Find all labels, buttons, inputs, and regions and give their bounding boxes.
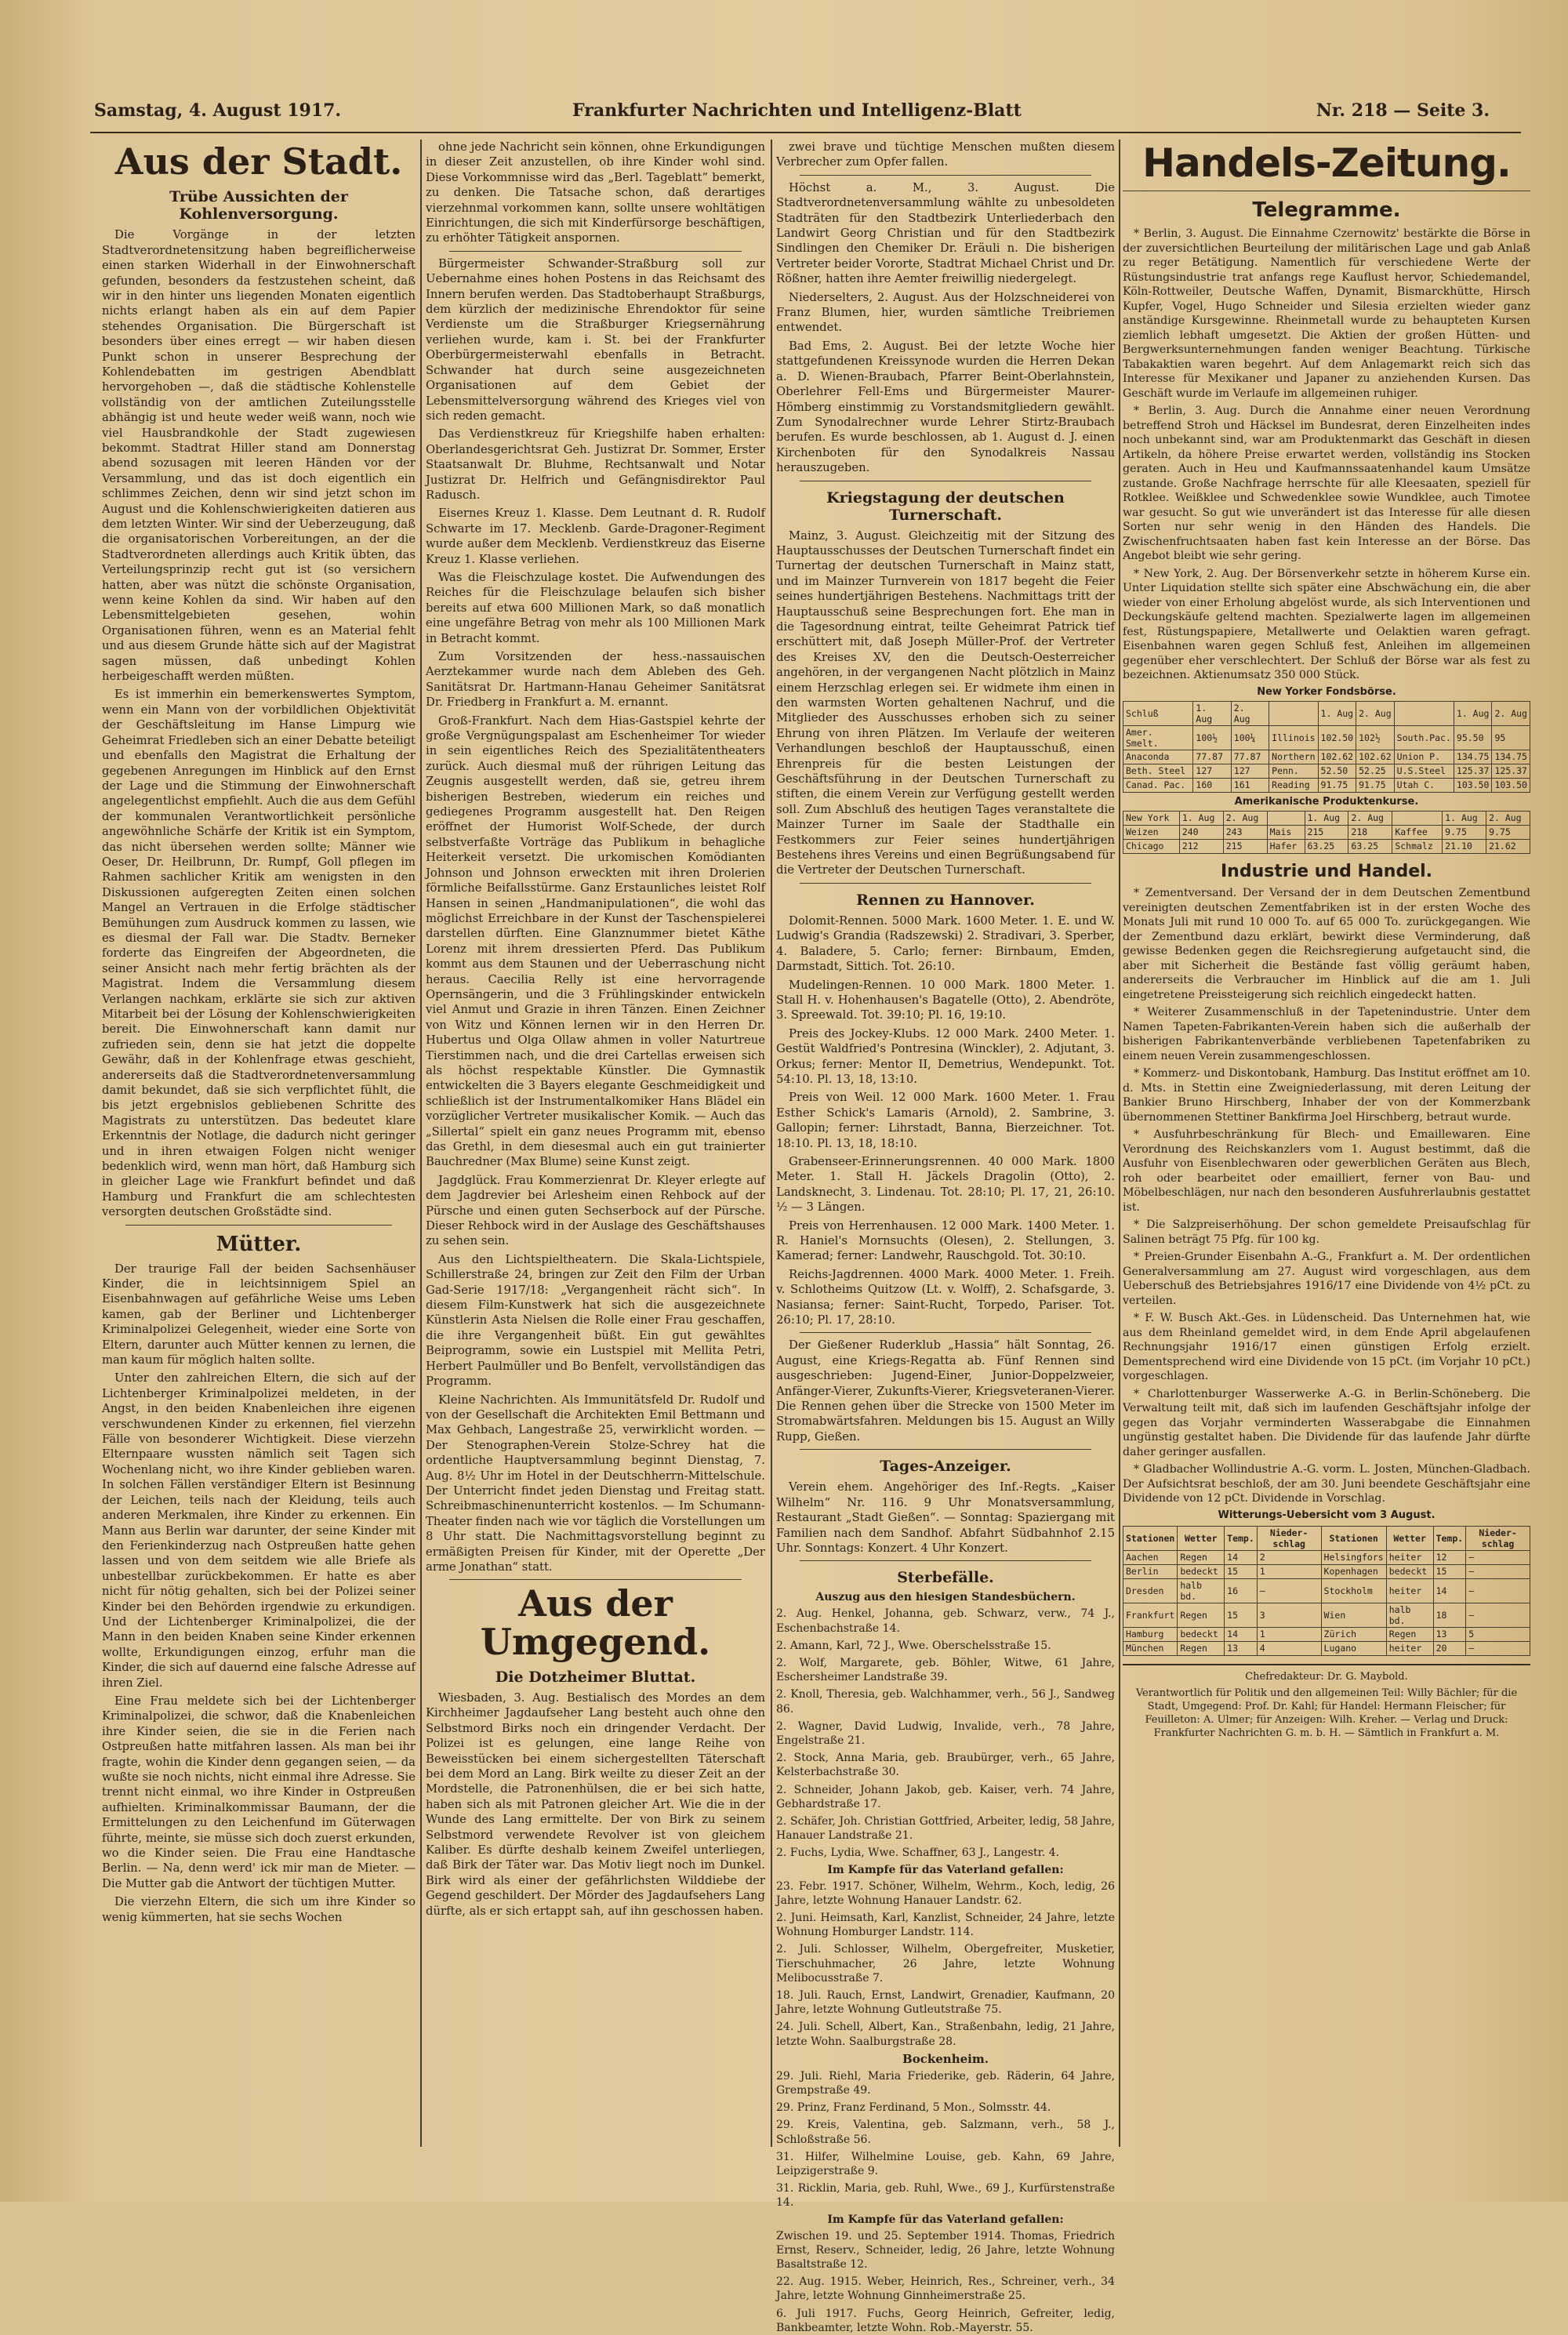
produce-table — [1123, 811, 1530, 854]
table-cell: 9.75 — [1486, 825, 1530, 839]
table-row — [1123, 1627, 1530, 1641]
paragraph: Niederselters, 2. August. Aus der Holzschneiderei von Franz Blumen, hier, wurden sämtliche Treibriemen entwendet. — [776, 290, 1115, 335]
article-headline: Kriegstagung der deutschen Turnerschaft. — [826, 488, 1065, 524]
paragraph: 18. Juli. Rauch, Ernst, Landwirt, Grenadier, Kaufmann, 20 Jahre, letzte Wohnung Gutleutstraße 75. — [776, 1988, 1115, 2017]
paragraph: Reichs-Jagdrennen. 4000 Mark. 4000 Meter. 1. Freih. v. Schlotheims Quitzow (Lt. v. Wolff), 2. Schafsgarde, 3. Nasiansa; ferner: Saint-Rucht, Torpedo, Pariser. Tot. 26:10; Pl. 17, 28:10. — [776, 1267, 1115, 1327]
table-header-cell: Wetter — [1178, 1526, 1225, 1550]
paragraph: Preis des Jockey-Klubs. 12 000 Mark. 2400 Meter. 1. Gestüt Waldfried's Pontresina (Winckler), 2. Adjutant, 3. Orkus; ferner: Mentor II, Demetrius, Wendepunkt. Tot. 54:10. Pl. 13, 18, 13:10. — [776, 1026, 1115, 1086]
divider — [125, 1225, 392, 1226]
table-cell: 77.87 — [1193, 750, 1231, 764]
table-cell: halb bd. — [1178, 1578, 1225, 1603]
column-3 — [776, 140, 1115, 2334]
race-results — [776, 913, 1115, 1328]
table-cell: 15 — [1225, 1564, 1258, 1578]
column-rule — [420, 140, 422, 2147]
paragraph: Kleine Nachrichten. Als Immunitätsfeld Dr. Rudolf und von der Gesellschaft die Architekten Emil Bettmann und Max Gehbach, Langestraße 25, verwirklicht worden. — Der Stenographen-Verein Stolze-Schrey hat die ordentliche Hauptversammlung beginnt Dienstag, 7. Aug. 8½ Uhr im Hotel in der Deutschherrn-Mittelschule. Der Unterricht findet jeden Dienstag und Freitag statt. Schreibmaschinenunterricht kostenlos. — Im Schumann-Theater finden nach wie vor täglich die Vorstellungen um 8 Uhr statt. Die Nachmittagsvorstellung beginnt zu ermäßigten Preisen für Kinder, mit der Operette „Der arme Jonathan“ statt. — [426, 1393, 765, 1574]
paragraph: 2. Fuchs, Lydia, Wwe. Schaffner, 63 J., Langestr. 4. — [776, 1847, 1060, 1860]
header-rule — [90, 132, 1521, 133]
table-cell — [1267, 811, 1305, 825]
article-headline: Sterbefälle. — [897, 1569, 994, 1587]
table-cell: 1. Aug — [1179, 811, 1223, 825]
table-cell: 12 — [1433, 1550, 1466, 1564]
table-cell: — — [1257, 1578, 1321, 1603]
table-cell: 1. Aug — [1443, 811, 1486, 825]
table-row — [1123, 825, 1530, 839]
table-cell: 1 — [1257, 1564, 1321, 1578]
paragraph: * Weiterer Zusammenschluß in der Tapetenindustrie. Unter dem Namen Tapeten-Fabrikanten-Verein haben sich die außerhalb der bisherigen Fabrikantenverbände verbliebenen Tapetenfabriken zu einem neuen Verein zusammengeschlossen. — [1123, 1006, 1530, 1062]
paragraph: Es ist immerhin ein bemerkenswertes Symptom, wenn ein Mann von der vorbildlichen Objektivität der Geschäftsleitung im Hanse Limpurg wie Geheimrat Friedleben sich an einer Debatte beteiligt und ebenfalls den Magistrat die Erhaltung der gegebenen Anregungen im Hinblick auf den Ernst der Lage und die Stimmung der Einwohnerschaft angelegentlichst empfiehlt. Auch die aus dem Gefühl der kommunalen Verantwortlichkeit persönliche angewöhnliche Schärfe der Kritik ist ein Symptom, das nicht übersehen werden sollte; Männer wie Oeser, Dr. Heilbrunn, Dr. Rumpf, Goll pflegen im Rahmen sachlicher Kritik am wenigsten in den Diskussionen aufgeregten Zeiten einen solchen Mangel an Vertrauen in die Erfolge städtischer Bemühungen zum Ausdruck kommen zu lassen, wie es diesmal der Fall war. Die Stadtv. Berneker forderte das Eingreifen der Abgeordneten, die seiner Ansicht nach mehr fertig brächten als der Magistrat. Indem die Versammlung diesem Verlangen nachkam, erklärte sie sich zur aktiven Mitarbeit bei der Lösung der Kohlenschwierigkeiten bereit. Die Einwohnerschaft kann damit nur zufrieden sein, denn sie hat jetzt die doppelte Gewähr, daß in der Kohlenfrage etwas geschieht, andererseits daß die Stadtverordnetenversammlung damit bekundet, daß sie sich verpflichtet fühlt, die bis jetzt ergebnislos gebliebenen Schritte des Magistrats zu unterstützen. Das bedeutet klare Erkenntnis der Notlage, die dadurch nicht geringer und in ihren etwaigen Folgen nicht weniger bedenklich wird, wenn man hört, daß Hamburg sich in gleicher Lage wie Frankfurt befindet und daß Hamburg und Frankfurt die am schlechtesten versorgten deutschen Großstädte sind. — [102, 688, 416, 1219]
section-heading-umgegend: Aus der Umgegend. — [480, 1582, 711, 1663]
table-cell: 2. Aug — [1356, 701, 1395, 725]
paragraph: 2. Juni. Heimsath, Karl, Kanzlist, Schneider, 24 Jahre, letzte Wohnung Homburger Landstr. 114. — [776, 1911, 1115, 1939]
table-cell: 77.87 — [1231, 750, 1269, 764]
table-cell: Mais — [1267, 825, 1305, 839]
table-cell: Schmalz — [1392, 839, 1443, 853]
table-cell: 1. Aug — [1318, 701, 1356, 725]
table-cell: 125.37 — [1454, 764, 1492, 778]
paragraph: * Berlin, 3. August. Die Einnahme Czernowitz' bestärkte die Börse in der zuversichtlichen Beurteilung der militärischen Lage und gab Anlaß zu reger Betätigung. Namentlich für verschiedene Werte der Rüstungsindustrie trat anfangs rege Kauflust hervor, Schiedemandel, Köln-Rottweiler, Deutsche Waffen, Dynamit, Bismarckhütte, Hirsch Kupfer, Vogel, Hugo Schneider und Silesia erzielten wieder ganz anständige Kursgewinne. Rheinmetall wurde zu behaupteten Kursen ziemlich lebhaft umgesetzt. Die Aktien der großen Hütten- und Bergwerksunternehmungen fanden weniger Beachtung. Türkische Tabakaktien waren begehrt. Auf dem Anlagemarkt reich sich das Interesse für Mexikaner und Japaner zu anziehenden Kursen. Das Geschäft wurde im Verlaufe im allgemeinen ruhiger. — [1123, 227, 1530, 400]
table-cell: bedeckt — [1386, 1564, 1433, 1578]
table-header-cell: Temp. — [1433, 1526, 1466, 1550]
table-cell: 1. Aug — [1193, 701, 1231, 725]
table-cell: 5 — [1466, 1627, 1530, 1641]
table-cell: Regen — [1178, 1603, 1225, 1627]
column-2 — [426, 140, 765, 2147]
table-cell: 20 — [1433, 1641, 1466, 1655]
sub-headline: Bockenheim. — [902, 2051, 989, 2066]
table-cell: Anaconda — [1123, 750, 1193, 764]
table-header-cell: Temp. — [1225, 1526, 1258, 1550]
table-title: Amerikanische Produktenkurse. — [1234, 795, 1419, 808]
paragraph: 29. Juli. Riehl, Maria Friederike, geb. Räderin, 64 Jahre, Grempstraße 49. — [776, 2069, 1115, 2097]
table-cell: 2. Aug — [1486, 811, 1530, 825]
table-cell: 240 — [1179, 825, 1223, 839]
table-cell: Schluß — [1123, 701, 1193, 725]
table-header-cell: Stationen — [1321, 1526, 1386, 1550]
table-cell: 4 — [1257, 1641, 1321, 1655]
table-cell: 215 — [1223, 839, 1267, 853]
paragraph: Grabenseer-Erinnerungsrennen. 40 000 Mark. 1800 Meter. 1. Stall H. Jäckels Dragolin (Otto), 2. Landsknecht, 3. Lindenau. Tot. 28:10; Pl. 17, 21, 26:10. ½ — 3 Längen. — [776, 1154, 1115, 1215]
paragraph: Höchst a. M., 3. August. Die Stadtverordnetenversammlung wählte zu unbesoldeten Stadträten für den Stadtbezirk Unterliederbach den Landwirt Georg Christian und für den Stadtbezirk Sindlingen den Chemiker Dr. Eräuli n. Die bisherigen Vertreter beider Vororte, Stadtrat Michael Christ und Dr. Rößner, hatten ihre Aemter freiwillig niedergelegt. — [776, 180, 1115, 286]
imprint — [1123, 1664, 1530, 1740]
table-row — [1123, 1603, 1530, 1627]
paragraph: Das Verdienstkreuz für Kriegshilfe haben erhalten: Oberlandesgerichtsrat Geh. Justizrat Dr. Sommer, Erster Staatsanwalt Dr. Bluhme, Rechtsanwalt und Notar Justizrat Dr. Helfrich und Gefängnisdirektor Paul Radusch. — [426, 427, 765, 502]
table-cell: — — [1466, 1641, 1530, 1655]
paragraph: Der Gießener Ruderklub „Hassia“ hält Sonntag, 26. August, eine Kriegs-Regatta ab. Fünf Rennen sind ausgeschrieben: Jugend-Einer, Junior-Doppelzweier, Anfänger-Vierer, Zukunfts-Vierer, Kriegsveteranen-Vierer. Die Rennen gehen über die Strecke von 1500 Meter im Stromabwärtsfahren. Meldungen bis 15. August an Willy Rupp, Gießen. — [776, 1338, 1115, 1443]
table-cell: 160 — [1193, 778, 1231, 792]
table-cell: 134.75 — [1492, 750, 1530, 764]
article-body — [102, 1262, 416, 1925]
table-cell: 102.50 — [1318, 725, 1356, 750]
paragraph: 23. Febr. 1917. Schöner, Wilhelm, Wehrm., Koch, ledig, 26 Jahre, letzte Wohnung Hanauer Landstr. 62. — [776, 1879, 1115, 1907]
divider — [800, 1560, 1091, 1561]
stock-table — [1123, 701, 1530, 793]
table-cell: 134.75 — [1454, 750, 1492, 764]
table-cell: 13 — [1433, 1627, 1466, 1641]
paragraph: 2. Aug. Henkel, Johanna, geb. Schwarz, verw., 74 J., Eschenbachstraße 14. — [776, 1607, 1115, 1635]
article-headline: Trübe Aussichten der Kohlenversorgung. — [169, 188, 348, 223]
divider — [449, 1579, 742, 1580]
table-cell: Dresden — [1123, 1578, 1178, 1603]
table-cell: 3 — [1257, 1603, 1321, 1627]
page-header — [94, 100, 1537, 132]
article-body — [1123, 886, 1530, 1506]
table-cell: 100½ — [1193, 725, 1231, 750]
death-list — [776, 1607, 1115, 1860]
table-cell: Kaffee — [1392, 825, 1443, 839]
paragraph: 29. Prinz, Franz Ferdinand, 5 Mon., Solmsstr. 44. — [776, 2101, 1051, 2115]
paragraph: * Charlottenburger Wasserwerke A.-G. in Berlin-Schöneberg. Die Verwaltung teilt mit, daß sich im laufenden Geschäftsjahr infolge der gegen das Vorjahr verminderten Wasserabgabe die Einnahmen ungünstig gestaltet haben. Die Dividende für das laufende Jahr dürfte daher geringer ausfallen. — [1123, 1387, 1530, 1458]
paragraph: zwei brave und tüchtige Menschen mußten diesem Verbrecher zum Opfer fallen. — [776, 140, 1115, 169]
header-page-number: Nr. 218 — Seite 3. — [1316, 100, 1490, 121]
article-body — [776, 140, 1115, 170]
table-cell: 215 — [1305, 825, 1348, 839]
table-row — [1123, 725, 1530, 750]
article-body — [776, 1480, 1115, 1556]
weather-table — [1123, 1526, 1530, 1656]
article-body — [776, 180, 1115, 476]
table-cell: Reading — [1269, 778, 1318, 792]
table-cell: heiter — [1386, 1550, 1433, 1564]
article-headline: Mütter. — [216, 1232, 302, 1256]
table-row — [1123, 764, 1530, 778]
table-row — [1123, 778, 1530, 792]
table-cell: 95 — [1492, 725, 1530, 750]
paragraph: * Gladbacher Wollindustrie A.-G. vorm. L. Josten, München-Gladbach. Der Aufsichtsrat beschloß, der am 30. Juni beendete Geschäftsjahr eine Dividende von 12 pCt. Dividende in Vorschlag. — [1123, 1463, 1530, 1505]
table-cell: Illinois — [1269, 725, 1318, 750]
table-row — [1123, 1550, 1530, 1564]
table-header-cell: Stationen — [1123, 1526, 1178, 1550]
table-cell: 2. Aug — [1492, 701, 1530, 725]
table-cell: 2. Aug — [1348, 811, 1392, 825]
paragraph: * Kommerz- und Diskontobank, Hamburg. Das Institut eröffnet am 10. d. Mts. in Stettin eine Zweigniederlassung, mit deren Leitung der Bankier Bruno Hirschberg, Inhaber der von der Kommerzbank übernommenen Stettiner Bankfirma Joel Hirschberg, betraut wurde. — [1123, 1067, 1530, 1124]
table-cell: 212 — [1179, 839, 1223, 853]
paragraph: Zwischen 19. und 25. September 1914. Thomas, Friedrich Ernst, Reserv., Schneider, ledig, 26 Jahre, letzte Wohnung Basaltstraße 12. — [776, 2229, 1115, 2271]
paragraph: Groß-Frankfurt. Nach dem Hias-Gastspiel kehrte der große Vergnügungspalast am Eschenheimer Tor wieder in sein eigentliches Reich des Spezialitätentheaters zurück. Auch diesmal muß der rührigen Leitung das Zeugnis ausgestellt werden, daß sie, getreu ihrem bisherigen Bestreben, wiederum ein reiches und gediegenes Programm ausgestellt hat. Den Reigen eröffnet der Humorist Wolf-Schede, der durch selbstverfaßte Vorträge das Publikum in behagliche Heiterkeit versetzt. Die urkomischen Komödianten Johnson und Johnson erweckten mit ihren Drolerien förmliche Beifallsstürme. Ganz Erstaunliches leistet Rolf Hansen in seinen „Handmanipulationen“, die wohl das möglichst Erreichbare in der Kunst der Taschenspielerei darstellen dürften. Eine Glanznummer bietet Käthe Lorenz mit ihrem dressierten Pferd. Das Publikum kommt aus dem Staunen und der Ueberraschung nicht heraus. Caecilia Relly ist eine hervorragende Opernsängerin, und die 3 Frühlingskinder entwickeln viel Anmut und Grazie in ihren Tänzen. Einen Zeichner von Witz und Können lernen wir in den Herren Dr. Hubertus und Olga Ollaw ahmen in voller Naturtreue Tierstimmen nach, und die drei Cartellas erweisen sich als höchst respektable Künstler. Die Gymnastik entwickelten die 3 Bayers elegante Geschmeidigkeit und schließlich ist der Instrumentalkomiker Hans Blädel ein vorzüglicher Vertreter musikalischer Komik. — Auch das „Sillertal“ spielt ein ganz neues Programm mit, ebenso das Grethl, in dem diesesmal auch ein gut trainierter Bauchredner (Max Blume) seine Kunst zeigt. — [426, 714, 765, 1169]
paragraph: Bad Ems, 2. August. Bei der letzte Woche hier stattgefundenen Kreissynode wurden die Herren Dekan a. D. Wienen-Braubach, Pfarrer Beint-Oberlahnstein, Oberlehrer Fell-Ems und Bürgermeister Maurer-Hömberg einstimmig zu Vorstandsmitgliedern gewählt. Zum Synodalrechner wurde Lehrer Stirtz-Braubach berufen. Es wurde beschlossen, ab 1. August d. J. einen Kirchenboten für den Synodalkreis Nassau herauszugeben. — [776, 339, 1115, 475]
table-cell: 2. Aug — [1223, 811, 1267, 825]
header-date: Samstag, 4. August 1917. — [94, 100, 342, 121]
paragraph: Eisernes Kreuz 1. Klasse. Dem Leutnant d. R. Rudolf Schwarte im 17. Mecklenb. Garde-Dragoner-Regiment wurde außer dem Mecklenb. Verdienstkreuz das Eiserne Kreuz 1. Klasse verliehen. — [426, 507, 765, 566]
table-cell: 125.37 — [1492, 764, 1530, 778]
paragraph: Aus den Lichtspieltheatern. Die Skala-Lichtspiele, Schillerstraße 24, bringen zur Zeit den Film der Urban Gad-Serie 1917/18: „Vergangenheit rächt sich“. In diesem Film-Kunstwerk hat sich die ausgezeichnete Künstlerin Asta Nielsen die Rolle einer Frau geschaffen, die ihre Vergangenheit büßt. Ein gut gewähltes Beiprogramm, sowie ein Lustspiel mit Mellita Petri, Herbert Paulmüller und Bo Benfelt, vervollständigen das Programm. — [426, 1252, 765, 1389]
paragraph: Chefredakteur: Dr. G. Maybold. — [1245, 1670, 1408, 1683]
table-cell: New York — [1123, 811, 1180, 825]
paragraph: Preis von Herrenhausen. 12 000 Mark. 1400 Meter. 1. R. Haniel's Mornsuchts (Olesen), 2. Stellungen, 3. Kamerad; ferner: Landwehr, Rauschgold. Tot. 30:10. — [776, 1218, 1115, 1263]
paragraph: * New York, 2. Aug. Der Börsenverkehr setzte in höherem Kurse ein. Unter Liquidation stellte sich später eine Abschwächung ein, die aber wieder von einer Erholung abgelöst wurde, als sich Interventionen und Deckungskäufe geltend machten. Spezialwerte lagen im allgemeinen fest, Rüstungspapiere, Metallwerte und Oelaktien waren gefragt. Eisenbahnen waren gegen Schluß fest, Anleihen im allgemeinen gegenüber eher verschlechtert. Der Schluß der Börse war als fest zu bezeichnen. Aktienumsatz 350 000 Stück. — [1123, 567, 1530, 682]
table-cell: 1. Aug — [1305, 811, 1348, 825]
paragraph: Jagdglück. Frau Kommerzienrat Dr. Kleyer erlegte auf dem Jagdrevier bei Arlesheim einen Rehbock auf der Pürsche und einen guten Sechserbock auf der Pürsche. Dieser Rehbock wird in der Auslage des Geschäftshauses zu sehen sein. — [426, 1173, 765, 1248]
sub-headline: Im Kampfe für das Vaterland gefallen: — [827, 1863, 1064, 1876]
paragraph: 2. Stock, Anna Maria, geb. Braubürger, verh., 65 Jahre, Kelsterbachstraße 30. — [776, 1752, 1115, 1779]
article-body — [426, 140, 765, 246]
bockenheim-list — [776, 2069, 1115, 2210]
table-cell: Regen — [1178, 1641, 1225, 1655]
table-cell: 127 — [1231, 764, 1269, 778]
paragraph: 2. Juli. Schlosser, Wilhelm, Obergefreiter, Musketier, Tierschuhmacher, 26 Jahre, letzte Wohnung Melibocusstraße 7. — [776, 1943, 1115, 1985]
paragraph: * Berlin, 3. Aug. Durch die Annahme einer neuen Verordnung betreffend Stroh und Häcksel im Bundesrat, deren Einzelheiten indes noch unbekannt sind, war am Produktenmarkt das Geschäft in diesen Artikeln, da höhere Preise erwartet werden, vollständig ins Stocken geraten. Auch in Heu und Kaufmannssaatenhandel kaum Umsätze zustande. Große Nachfrage herrschte für alle Kleesaaten, speziell für Rotklee. Weißklee und Schwedenklee sowie Wundklee, auch Timotee war gesucht. So gut wie unverändert ist das Interesse für alle diesen Sorten nur sehr wenig in den Händen des Handels. Die Zwischenfruchtsaaten haben fast kein Interesse an der Börse. Das Angebot bleibt wie sehr gering. — [1123, 405, 1530, 563]
table-header-cell: Nieder-schlag — [1466, 1526, 1530, 1550]
paragraph: Bürgermeister Schwander-Straßburg soll zur Uebernahme eines hohen Postens in das Reichsamt des Innern berufen werden. Das Stadtoberhaupt Straßburgs, dem kürzlich der medizinische Ehrendoktor für seine Verdienste um die Straßburger Kriegsernährung verliehen wurde, kam i. St. bei der Frankfurter Oberbürgermeisterwahl ebenfalls in Betracht. Schwander hat durch seine ausgezeichneten Organisationen auf dem Gebiet der Lebensmittelversorgung während des Krieges viel von sich reden gemacht. — [426, 256, 765, 423]
table-cell: 102½ — [1356, 725, 1395, 750]
column-1 — [102, 140, 416, 2147]
table-cell: 1. Aug — [1454, 701, 1492, 725]
table-row — [1123, 1641, 1530, 1655]
paragraph: 2. Schneider, Johann Jakob, geb. Kaiser, verh. 74 Jahre, Gebhardstraße 17. — [776, 1783, 1115, 1810]
table-cell: Frankfurt — [1123, 1603, 1178, 1627]
article-headline: Die Dotzheimer Bluttat. — [495, 1668, 696, 1686]
table-cell: 52.50 — [1318, 764, 1356, 778]
table-cell: Amer. Smelt. — [1123, 725, 1193, 750]
table-cell: South.Pac. — [1394, 725, 1454, 750]
header-title: Frankfurter Nachrichten und Intelligenz-Blatt — [572, 100, 1022, 121]
column-rule — [1119, 140, 1120, 2147]
table-cell: Kopenhagen — [1321, 1564, 1386, 1578]
table-cell: 218 — [1348, 825, 1392, 839]
table-cell: 2 — [1257, 1550, 1321, 1564]
article-body — [426, 256, 765, 1575]
table-cell: 63.25 — [1348, 839, 1392, 853]
table-row — [1123, 1564, 1530, 1578]
paragraph: 2. Wolf, Margarete, geb. Böhler, Witwe, 61 Jahre, Eschersheimer Landstraße 39. — [776, 1656, 1115, 1684]
paragraph: Mainz, 3. August. Gleichzeitig mit der Sitzung des Hauptausschusses der Deutschen Turnerschaft findet ein Turnertag der deutschen Turnerschaft in Mainz statt, und im Mainzer Turnverein von 1817 begeht die Feier seines hundertjährigen Bestehens. Nachmittags tritt der Hauptausschuß seine Besprechungen fort. Ehe man in die Tagesordnung eintrat, teilte Geheimrat Patrick tief erschüttert mit, daß Joseph Müller-Prof. der Vertreter des Kreises XV, den die Deutsch-Oesterreicher angehören, in der vergangenen Nacht plötzlich in Mainz einem Herzschlag erlegen sei. Er widmete ihm einen in den warmsten Worten gehaltenen Nachruf, und die Mitglieder des Ausschusses erhoben sich zu seiner Ehrung von ihren Plätzen. Im Verlaufe der weiteren Verhandlungen beschloß der Hauptausschuß, einen Ehrenpreis für die besten Leistungen der Geschäftsführung in der Deutschen Turnerschaft zu stiften, die einem Verein zur Verfügung gestellt werden soll. Zum Abschluß des heutigen Tages veranstaltete die Mainzer Turner im Saale der Stadthalle ein Festkommers zur Feier seines hundertjährigen Bestehens ihres Vereins und einen Begrüßungsabend für die Vertreter der Deutschen Turnerschaft. — [776, 528, 1115, 877]
divider — [800, 175, 1091, 176]
paragraph: 2. Knoll, Theresia, geb. Walchhammer, verh., 56 J., Sandweg 86. — [776, 1688, 1115, 1716]
table-cell: 103.50 — [1454, 778, 1492, 792]
table-row — [1123, 701, 1530, 725]
table-cell: Utah C. — [1394, 778, 1454, 792]
table-cell: 21.62 — [1486, 839, 1530, 853]
table-cell: Regen — [1178, 1550, 1225, 1564]
paragraph: 2. Schäfer, Joh. Christian Gottfried, Arbeiter, ledig, 58 Jahre, Hanauer Landstraße 21. — [776, 1814, 1115, 1843]
paragraph: 6. Juli 1917. Fuchs, Georg Heinrich, Gefreiter, ledig, Bankbeamter, letzte Wohn. Rob.-Mayerstr. 55. — [776, 2307, 1115, 2334]
table-cell: Stockholm — [1321, 1578, 1386, 1603]
table-cell: Northern — [1269, 750, 1318, 764]
table-cell: 127 — [1193, 764, 1231, 778]
paragraph: Preis von Weil. 12 000 Mark. 1600 Meter. 1. Frau Esther Schick's Lamaris (Arnold), 2. Sambrine, 3. Gallopin; ferner: Lihrstadt, Banna, Bierzeichner. Tot. 18:10. Pl. 13, 18, 18:10. — [776, 1091, 1115, 1150]
table-cell: 91.75 — [1356, 778, 1395, 792]
section-heading-handels-zeitung: Handels-Zeitung. — [1142, 140, 1511, 186]
table-cell: 21.10 — [1443, 839, 1486, 853]
table-cell: 9.75 — [1443, 825, 1486, 839]
article-body — [776, 528, 1115, 878]
paragraph: Wiesbaden, 3. Aug. Bestialisch des Mordes an dem Kirchheimer Jagdaufseher Lang besteht auch ohne den Selbstmord Birks noch ein dringender Verdacht. Der Polizei ist es gelungen, eine lange Reihe von Beweisstücken bei einem sichergestellten Täterschaft bei dem Mord an Lang. Birk weilte zu dieser Zeit an der Mordstelle, die Patronenhülsen, die er bei sich hatte, haben sich als mit Patronen gleicher Art. Wie die in der Wunde des Lang ermittelte. Der von Birk zu seinem Selbstmord verwendete Revolver ist von gleichem Kaliber. Es dürfte deshalb keinem Zweifel unterliegen, daß Birk der Täter war. Das Motiv liegt noch im Dunkel. Birk wird als einer der gefährlichsten Wilddiebe der Gegend geschildert. Der Mörder des Jagdaufsehers Lang dürfte, als er sich ertappt sah, auf ihn geschossen haben. — [426, 1690, 765, 1918]
paragraph: * Preien-Grunder Eisenbahn A.-G., Frankfurt a. M. Der ordentlichen Generalversammlung am 27. August wird vorgeschlagen, aus dem Ueberschuß des Betriebsjahres 1916/17 eine Dividende von 4½ pCt. zu verteilen. — [1123, 1251, 1530, 1307]
table-cell: 102.62 — [1356, 750, 1395, 764]
section-heading-stadt: Aus der Stadt. — [114, 140, 403, 183]
paragraph: * Ausfuhrbeschränkung für Blech- und Emaillewaren. Eine Verordnung des Reichskanzlers vom 1. August bestimmt, daß die Ausfuhr von Eisenblechwaren oder gewerblichen Geräten aus Blech, roh oder bearbeitet oder emailliert, ferner von Bau- und Möbelbeschlägen, nur nach den besonderen Ausfuhrerlaubnis gestattet ist. — [1123, 1128, 1530, 1214]
table-title: Witterungs-Uebersicht vom 3 August. — [1218, 1509, 1436, 1521]
table-cell: 103.50 — [1492, 778, 1530, 792]
table-cell: 161 — [1231, 778, 1269, 792]
paragraph: Der traurige Fall der beiden Sachsenhäuser Kinder, die in leichtsinnigem Spiel an Eisenbahnwagen auf gefährliche Weise ums Leben kamen, gab der Berliner und Lichtenberger Kriminalpolizei Gelegenheit, wieder eine Sorte von Eltern, darunter auch Mütter kennen zu lernen, die man kaum für möglich halten sollte. — [102, 1262, 416, 1367]
table-cell: 15 — [1225, 1603, 1258, 1627]
table-row — [1123, 1578, 1530, 1603]
table-cell: 1 — [1257, 1627, 1321, 1641]
table-cell: — — [1466, 1550, 1530, 1564]
table-cell: 14 — [1433, 1578, 1466, 1603]
table-cell: Lugano — [1321, 1641, 1386, 1655]
table-cell: 14 — [1225, 1627, 1258, 1641]
table-cell: 63.25 — [1305, 839, 1348, 853]
table-cell: München — [1123, 1641, 1178, 1655]
fallen-list — [776, 2229, 1115, 2335]
paragraph: 31. Ricklin, Maria, geb. Ruhl, Wwe., 69 J., Kurfürstenstraße 14. — [776, 2182, 1115, 2210]
paragraph: Zum Vorsitzenden der hess.-nassauischen Aerztekammer wurde nach dem Ableben des Geh. Sanitätsrat Dr. Hartmann-Hanau Geheimer Sanitätsrat Dr. Friedberg in Frankfurt a. M. ernannt. — [426, 650, 765, 710]
table-cell: heiter — [1386, 1578, 1433, 1603]
column-rule — [771, 140, 772, 2147]
table-cell: Aachen — [1123, 1550, 1178, 1564]
table-cell: Regen — [1386, 1627, 1433, 1641]
table-cell: Beth. Steel — [1123, 764, 1193, 778]
table-cell: U.S.Steel — [1394, 764, 1454, 778]
article-body — [776, 1338, 1115, 1444]
table-cell: Hamburg — [1123, 1627, 1178, 1641]
table-cell: 13 — [1225, 1641, 1258, 1655]
table-cell: Union P. — [1394, 750, 1454, 764]
article-body — [1123, 227, 1530, 683]
table-cell: 15 — [1433, 1564, 1466, 1578]
table-row — [1123, 811, 1530, 825]
table-header-cell: Wetter — [1386, 1526, 1433, 1550]
paragraph: * F. W. Busch Akt.-Ges. in Lüdenscheid. Das Unternehmen hat, wie aus dem Rheinland gemeldet wird, in dem Ende April abgelaufenen Rechnungsjahr 1916/17 einen günstigen Erfolg erzielt. Dementsprechend wird eine Dividende von 15 pCt. (im Vorjahr 10 pCt.) vorgeschlagen. — [1123, 1312, 1530, 1383]
table-cell: Chicago — [1123, 839, 1180, 853]
paragraph: 29. Kreis, Valentina, geb. Salzmann, verh., 58 J., Schloßstraße 56. — [776, 2119, 1115, 2146]
article-body — [426, 1690, 765, 1919]
paragraph: Verantwortlich für Politik und den allgemeinen Teil: Willy Bächler; für die Stadt, Umgegend: Prof. Dr. Kahl; für Handel: Hermann Fleischer; für Feuilleton: A. Ulmer; für Anzeigen: Wilh. Kreher. — Verlag und Druck: Frankfurter Nachrichten G. m. b. H. — Sämtlich in Frankfurt a. M. — [1135, 1687, 1518, 1739]
paragraph: Mudelingen-Rennen. 10 000 Mark. 1800 Meter. 1. Stall H. v. Hohenhausen's Bagatelle (Otto), 2. Abendröte, 3. Spreewald. Tot. 39:10; Pl. 16, 19:10. — [776, 978, 1115, 1022]
table-cell: — — [1466, 1603, 1530, 1627]
paragraph: Was die Fleischzulage kostet. Die Aufwendungen des Reiches für die Fleischzulage belaufen sich bisher bereits auf etwa 600 Millionen Mark, so daß monatlich eine ungefähre Betrag von mehr als 100 Millionen Mark in Betracht kommt. — [426, 570, 765, 645]
table-cell: 243 — [1223, 825, 1267, 839]
table-cell: Hafer — [1267, 839, 1305, 853]
table-cell: Zürich — [1321, 1627, 1386, 1641]
table-cell — [1392, 811, 1443, 825]
table-cell: Canad. Pac. — [1123, 778, 1193, 792]
column-4-handelszeitung — [1123, 140, 1530, 2147]
article-headline: Industrie und Handel. — [1220, 861, 1433, 881]
table-cell: 52.25 — [1356, 764, 1395, 778]
table-cell — [1394, 701, 1454, 725]
table-cell: halb bd. — [1386, 1603, 1433, 1627]
table-cell: 91.75 — [1318, 778, 1356, 792]
table-cell: 2. Aug — [1231, 701, 1269, 725]
table-cell: heiter — [1386, 1641, 1433, 1655]
table-cell: Helsingfors — [1321, 1550, 1386, 1564]
divider — [800, 1449, 1091, 1450]
table-cell: — — [1466, 1564, 1530, 1578]
table-row — [1123, 750, 1530, 764]
table-cell: 16 — [1225, 1578, 1258, 1603]
sub-headline: Im Kampfe für das Vaterland gefallen: — [827, 2213, 1064, 2226]
table-cell: Berlin — [1123, 1564, 1178, 1578]
divider — [800, 883, 1091, 884]
table-cell: — — [1466, 1578, 1530, 1603]
table-header-cell: Nieder-schlag — [1257, 1526, 1321, 1550]
paragraph: Die vierzehn Eltern, die sich um ihre Kinder so wenig kümmerten, hat sie sechs Wochen — [102, 1895, 416, 1924]
article-headline: Tages-Anzeiger. — [880, 1458, 1011, 1476]
paragraph: Eine Frau meldete sich bei der Lichtenberger Kriminalpolizei, die schwor, daß die Knabenleichen ihre Kinder seien, die sie in die Ferien nach Ostpreußen hatte mitfahren lassen. Als man bei ihr fragte, wohin die Kinder denn gegangen seien, — da wußte sie noch nichts, nicht einmal ihre Adresse. Sie trennt nicht einmal, wo ihre Kinder in Ostpreußen aufhielten. Kriminalkommissar Baumann, der die Ermittelungen zu den Leichenfund im Güterwagen führte, meinte, sie müsse sich doch zuerst erkunden, wo die Kinder seien. Die Frau eine Handtasche Berlin. — Na, denn werd' ick mir man de Mieter. — Die Mutter gab die Antwort der tüchtigen Mutter. — [102, 1694, 416, 1890]
table-cell: 102.62 — [1318, 750, 1356, 764]
table-cell: bedeckt — [1178, 1564, 1225, 1578]
divider — [800, 1332, 1091, 1333]
paragraph: ohne jede Nachricht sein können, ohne Erkundigungen in dieser Zeit anzustellen, ob ihre Kinder wohl sind. Diese Vorkommnisse wird das „Berl. Tageblatt“ bemerkt, zu denken. Die Tatsache schon, daß derartiges vierzehnmal vorkommen kann, sollte unsere wohltätigen Einrichtungen, die sich mit Kinderfürsorge beschäftigen, zu erhöhter Tätigkeit anspornen. — [426, 140, 765, 245]
table-cell: Penn. — [1269, 764, 1318, 778]
paragraph: * Zementversand. Der Versand der in dem Deutschen Zementbund vereinigten deutschen Zementfabriken ist in der ersten Woche des Monats Juli mit rund 10 000 To. auf 65 000 To. zurückgegangen. Wie der Zementbund dazu erklärt, bewirkt diese Verminderung, daß gewisse Bedenken gegen die Reichsregierung aufgetaucht sind, die aber mit Sicherheit die Bestände fast völlig geräumt haben, andererseits die Verbraucher im Hinblick auf die am 1. Juli eingetretene Preissteigerung sich reichlich eingedeckt hatten. — [1123, 887, 1530, 1001]
article-headline: Telegramme. — [1252, 198, 1401, 222]
table-cell: 14 — [1225, 1550, 1258, 1564]
paragraph: Dolomit-Rennen. 5000 Mark. 1600 Meter. 1. E. und W. Ludwig's Grandia (Radszewski) 2. Stradivari, 3. Sperber, 4. Baladere, 5. Carlo; ferner: Birnbaum, Emden, Darmstadt, Sittich. Tot. 26:10. — [776, 913, 1115, 974]
sub-headline: Auszug aus den hiesigen Standesbüchern. — [815, 1591, 1076, 1604]
table-cell: 95.50 — [1454, 725, 1492, 750]
article-headline: Rennen zu Hannover. — [856, 891, 1035, 909]
paragraph: * Die Salzpreiserhöhung. Der schon gemeldete Preisaufschlag für Salinen beträgt 75 Pfg. für 100 kg. — [1123, 1218, 1530, 1246]
table-cell: Wien — [1321, 1603, 1386, 1627]
paragraph: Unter den zahlreichen Eltern, die sich auf der Lichtenberger Kriminalpolizei meldeten, in der Angst, in den beiden Knabenleichen ihre eigenen verschwundenen Kinder zu erkennen, fiel vierzehn Fälle von besonderer Wichtigkeit. Diese vierzehn Elternpaare wussten nämlich seit Tagen sich Wochenlang nicht, wo ihre Kinder geblieben waren. In solchen Fällen verständiger Eltern ist Besinnung der Leichen, teils nach der Kleidung, teils auch anderen Merkmalen, ihre Kinder zu erkennen. Ein Mann aus Berlin war darunter, der seine Kinder mit den Ferienkinderzug nach Ostpreußen hatte gehen lassen und von dem seitdem wie alle Briefe als unbestellbar zurückbekommen. Er hatte es aber nicht für nötig gehalten, sich bei der Polizei seiner Kinder bei den Behörden irgendwie zu erkundigen. Und der Lichtenberger Kriminalpolizei, die der Mann in den beiden Knaben seine Kinder erkennen wollte, Erkundigungen einzog, erfuhr man die Kinder, die sich auf dauernd eine falsche Adresse auf ihren Ziel. — [102, 1371, 416, 1690]
table-cell: bedeckt — [1178, 1627, 1225, 1641]
fallen-list — [776, 1879, 1115, 2049]
table-cell: 100¼ — [1231, 725, 1269, 750]
paragraph: Die Vorgänge in der letzten Stadtverordnetensitzung haben begreiflicherweise einen starken Widerhall in der Einwohnerschaft gefunden, besonders da festzustehen scheint, daß wir in den hinter uns liegenden Monaten eigentlich nichts erlangt haben als ein auf dem Papier stehendes Organisation. Die Bürgerschaft ist besonders über eines erregt — wir haben diesen Punkt schon in unserer Besprechung der Kohlendebatten im gestrigen Abendblatt hervorgehoben —, daß die städtische Kohlenstelle vollständig von der amtlichen Zuteilungsstelle abhängig ist und heute weder weiß wann, noch wie viel Hausbrandkohle der Stadt zugewiesen bekommt. Stadtrat Hiller stand am Donnerstag abend sozusagen mit leeren Händen vor der Versammlung, und das ist doch eigentlich ein schlimmes Zeichen, denn wir sind jetzt schon im August und die Kohlenschwierigkeiten datieren aus dem letzten Winter. Wir sind der Ueberzeugung, daß die organisatorischen Vorbereitungen, an der die Stadtverordneten allerdings auch Kritik übten, das Verteilungsprinzip recht gut ist (so versichern hatten, aber was nützt die schönste Organisation, wenn keine Kohlen da sind. Wir haben auf den Lebensmittelgebieten gesehen, wohin Organisationen führen, wenn es an Material fehlt und aus diesem Grunde hätte sich auf der Magistrat sagen müssen, daß unbedingt Kohlen herbeigeschafft werden müßten. — [102, 228, 416, 684]
paragraph: Verein ehem. Angehöriger des Inf.-Regts. „Kaiser Wilhelm“ Nr. 116. 9 Uhr Monatsversammlung, Restaurant „Stadt Gießen“. — Sonntag: Spaziergang mit Familien nach dem Sandhof. Abfahrt Südbahnhof 2.15 Uhr. Sonntags: Konzert. 4 Uhr Konzert. — [776, 1480, 1115, 1555]
table-cell: 18 — [1433, 1603, 1466, 1627]
paragraph: 2. Wagner, David Ludwig, Invalide, verh., 78 Jahre, Engelstraße 21. — [776, 1719, 1115, 1747]
table-row — [1123, 839, 1530, 853]
table-header-row — [1123, 1526, 1530, 1550]
paragraph: 2. Amann, Karl, 72 J., Wwe. Oberschelsstraße 15. — [776, 1639, 1051, 1652]
paragraph: 22. Aug. 1915. Weber, Heinrich, Res., Schreiner, verh., 34 Jahre, letzte Wohnung Ginnheimerstraße 25. — [776, 2275, 1115, 2303]
table-title: New Yorker Fondsbörse. — [1257, 685, 1396, 698]
paragraph: 31. Hilfer, Wilhelmine Louise, geb. Kahn, 69 Jahre, Leipzigerstraße 9. — [776, 2150, 1115, 2178]
article-body — [102, 227, 416, 1219]
table-cell: Weizen — [1123, 825, 1180, 839]
paragraph: 24. Juli. Schell, Albert, Kan., Straßenbahn, ledig, 21 Jahre, letzte Wohn. Saalburgstraße 28. — [776, 2021, 1115, 2048]
table-cell — [1269, 701, 1318, 725]
divider — [449, 251, 742, 252]
